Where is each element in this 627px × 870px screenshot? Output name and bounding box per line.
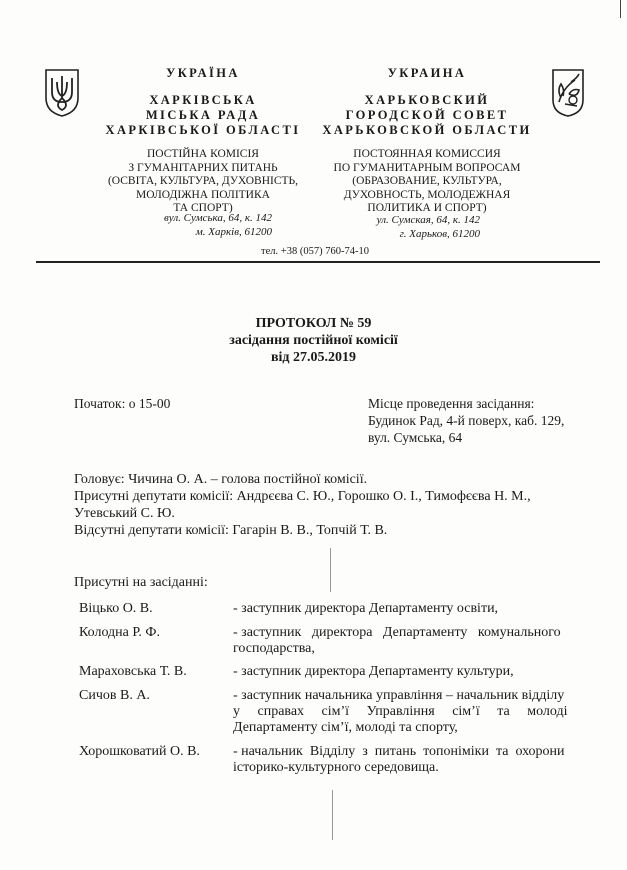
- role-line: у справах сім’ї Управління сім’ї та молоді: [233, 704, 568, 719]
- role-line: - заступник директора Департаменту освіти,: [233, 601, 499, 616]
- council-line: ГОРОДСКОЙ СОВЕТ: [345, 108, 509, 122]
- commission-line: ПОСТІЙНА КОМІСІЯ: [147, 148, 259, 160]
- commission-line: (ОБРАЗОВАНИЕ, КУЛЬТУРА,: [352, 175, 502, 187]
- attendee-name: Сичов В. А.: [79, 688, 150, 703]
- country-name-ru: УКРАИНА: [387, 66, 467, 80]
- role-line: - начальник Відділу з питань топоніміки та охорони: [233, 744, 565, 759]
- kharkiv-coat-of-arms-icon: [551, 68, 585, 118]
- commission-line: МОЛОДІЖНА ПОЛІТИКА: [136, 188, 270, 201]
- scan-mark: [330, 548, 331, 592]
- role-line: господарства,: [233, 641, 315, 656]
- role-line: - заступник директора Департаменту комунального: [233, 625, 561, 640]
- present-deputies-cont: Утевський С. Ю.: [74, 506, 175, 521]
- address-line: ул. Сумская, 64, к. 142: [376, 214, 480, 226]
- address-line: м. Харків, 61200: [195, 226, 272, 238]
- header-ru: [318, 66, 536, 216]
- header-divider: [36, 261, 600, 263]
- council-line: ХАРКІВСЬКОЇ ОБЛАСТІ: [105, 123, 301, 137]
- commission-line: ПОСТОЯННАЯ КОМИССИЯ: [353, 148, 501, 160]
- attendee-name: Віцько О. В.: [79, 601, 153, 616]
- council-line: ХАРЬКОВСКИЙ: [364, 93, 490, 107]
- role-line: Департаменту сім’ї, молоді та спорту,: [233, 720, 458, 735]
- address-ru: [330, 213, 480, 241]
- commission-composition: [74, 471, 594, 539]
- commission-line: ТА СПОРТ): [173, 202, 233, 214]
- attendee-role: [233, 664, 587, 680]
- attendee-role: [233, 744, 587, 776]
- council-line: ХАРКІВСЬКА: [149, 93, 257, 107]
- protocol-date: від 27.05.2019: [270, 350, 357, 365]
- present-deputies: Присутні депутати комісії: Андрєєва С. Ю., Горошко О. І., Тимофєєва Н. М.,: [74, 489, 531, 504]
- commission-line: ПО ГУМАНИТАРНЫМ ВОПРОСАМ: [333, 161, 521, 174]
- commission-line: (ОСВІТА, КУЛЬТУРА, ДУХОВНІСТЬ,: [107, 175, 299, 187]
- header-ua: [96, 66, 310, 216]
- venue-line: Будинок Рад, 4-й поверх, каб. 129,: [368, 413, 565, 428]
- attendee-name: Хорошковатий О. В.: [79, 744, 200, 759]
- commission-line: З ГУМАНІТАРНИХ ПИТАНЬ: [128, 161, 278, 174]
- protocol-title: ПРОТОКОЛ № 59: [255, 316, 372, 331]
- council-line: ХАРЬКОВСКОЙ ОБЛАСТИ: [322, 123, 532, 137]
- scan-mark: [332, 790, 333, 840]
- commission-line: ДУХОВНОСТЬ, МОЛОДЕЖНАЯ: [343, 188, 511, 201]
- scan-edge-mark: [620, 0, 621, 18]
- venue-line: Місце проведення засідання:: [368, 396, 535, 411]
- attendee-name: Колодна Р. Ф.: [79, 625, 160, 640]
- role-line: - заступник директора Департаменту культури,: [233, 664, 514, 679]
- absent-deputies: Відсутні депутати комісії: Гагарін В. В., Топчій Т. В.: [74, 523, 388, 538]
- attendee-role: [233, 688, 587, 736]
- trident-coat-of-arms-icon: [44, 68, 80, 118]
- role-line: історико-культурного середовища.: [233, 760, 439, 775]
- protocol-subtitle: засідання постійної комісії: [229, 333, 398, 348]
- meeting-start: Початок: о 15-00: [74, 396, 171, 411]
- protocol-title-block: [0, 315, 627, 366]
- venue-line: вул. Сумська, 64: [368, 430, 463, 445]
- council-line: МІСЬКА РАДА: [145, 108, 261, 122]
- country-name-ua: УКРАЇНА: [166, 66, 240, 80]
- meeting-venue: [368, 395, 598, 446]
- address-ua: [112, 211, 272, 239]
- attendee-role: [233, 601, 587, 617]
- role-line: - заступник начальника управління – начальник відділу: [233, 688, 565, 703]
- address-line: вул. Сумська, 64, к. 142: [163, 212, 272, 224]
- phone-number: тел. +38 (057) 760-74-10: [261, 246, 369, 257]
- attendee-role: [233, 625, 587, 657]
- attendees-heading: Присутні на засіданні:: [74, 575, 208, 590]
- attendee-name: Мараховська Т. В.: [79, 664, 187, 679]
- chair-line: Головує: Чичина О. А. – голова постійної комісії.: [74, 472, 368, 487]
- commission-line: ПОЛИТИКА И СПОРТ): [367, 202, 487, 214]
- address-line: г. Харьков, 61200: [399, 228, 480, 240]
